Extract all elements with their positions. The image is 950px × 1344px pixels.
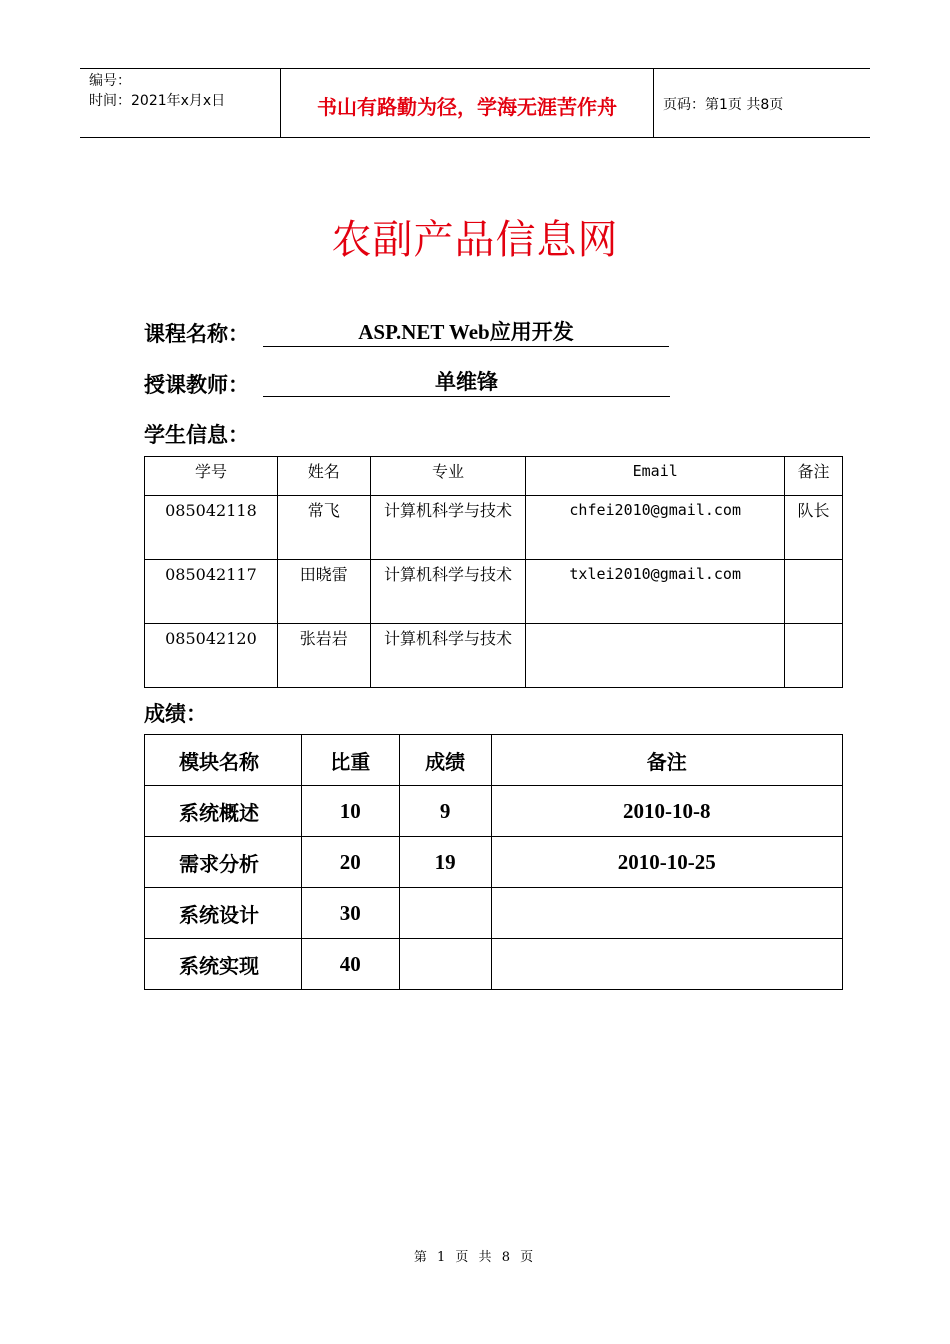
table-row: [145, 939, 843, 990]
student-note: [785, 560, 843, 624]
students-label: 学生信息：: [144, 423, 249, 447]
student-email: txlei2010@gmail.com: [526, 560, 785, 624]
module-note: [491, 939, 842, 990]
module-score: [399, 888, 491, 939]
module-note: [491, 888, 842, 939]
header-meta: [80, 69, 281, 137]
table-row: [145, 624, 843, 688]
course-label: 课程名称：: [144, 322, 249, 346]
module-name: 系统概述: [145, 786, 302, 837]
teacher-label: 授课教师：: [144, 373, 249, 397]
students-table: [144, 456, 843, 688]
student-major: 计算机科学与技术: [370, 496, 526, 560]
column-header: 比重: [301, 735, 399, 786]
grades-header-row: [145, 735, 843, 786]
module-note: 2010-10-25: [491, 837, 842, 888]
header-motto: 书山有路勤为径，学海无涯苦作舟: [281, 69, 654, 137]
student-note: 队长: [785, 496, 843, 560]
student-id: 085042118: [145, 496, 278, 560]
student-major: 计算机科学与技术: [370, 624, 526, 688]
page-footer: 第 1 页 共 8 页: [413, 1250, 537, 1265]
module-weight: 30: [301, 888, 399, 939]
module-score: 9: [399, 786, 491, 837]
student-id: 085042120: [145, 624, 278, 688]
module-name: 需求分析: [145, 837, 302, 888]
table-row: [145, 888, 843, 939]
student-major: 计算机科学与技术: [370, 560, 526, 624]
student-note: [785, 624, 843, 688]
table-row: [145, 786, 843, 837]
column-header: 备注: [785, 457, 843, 496]
student-name: 常飞: [277, 496, 370, 560]
student-email: [526, 624, 785, 688]
course-value: ASP.NET Web应用开发: [263, 318, 669, 347]
column-header: Email: [526, 457, 785, 496]
grades-label: 成绩：: [144, 702, 207, 726]
module-weight: 10: [301, 786, 399, 837]
module-score: [399, 939, 491, 990]
column-header: 备注: [491, 735, 842, 786]
grades-table: [144, 734, 843, 990]
student-name: 田晓雷: [277, 560, 370, 624]
student-email: chfei2010@gmail.com: [526, 496, 785, 560]
header-page-info: 页码：第1页 共8页: [663, 97, 784, 113]
column-header: 成绩: [399, 735, 491, 786]
module-name: 系统实现: [145, 939, 302, 990]
column-header: 姓名: [277, 457, 370, 496]
module-note: 2010-10-8: [491, 786, 842, 837]
teacher-value: 单维锋: [263, 368, 670, 397]
table-row: [145, 837, 843, 888]
student-name: 张岩岩: [277, 624, 370, 688]
student-id: 085042117: [145, 560, 278, 624]
table-row: [145, 560, 843, 624]
column-header: 模块名称: [145, 735, 302, 786]
document-title: 农副产品信息网: [331, 217, 619, 263]
module-name: 系统设计: [145, 888, 302, 939]
module-weight: 40: [301, 939, 399, 990]
header-time: 时间：2021年x月x日: [89, 93, 226, 109]
column-header: 学号: [145, 457, 278, 496]
module-weight: 20: [301, 837, 399, 888]
table-row: [145, 496, 843, 560]
column-header: 专业: [370, 457, 526, 496]
header-number: 编号：: [89, 73, 131, 89]
page-header: [80, 68, 870, 138]
students-header-row: [145, 457, 843, 496]
module-score: 19: [399, 837, 491, 888]
